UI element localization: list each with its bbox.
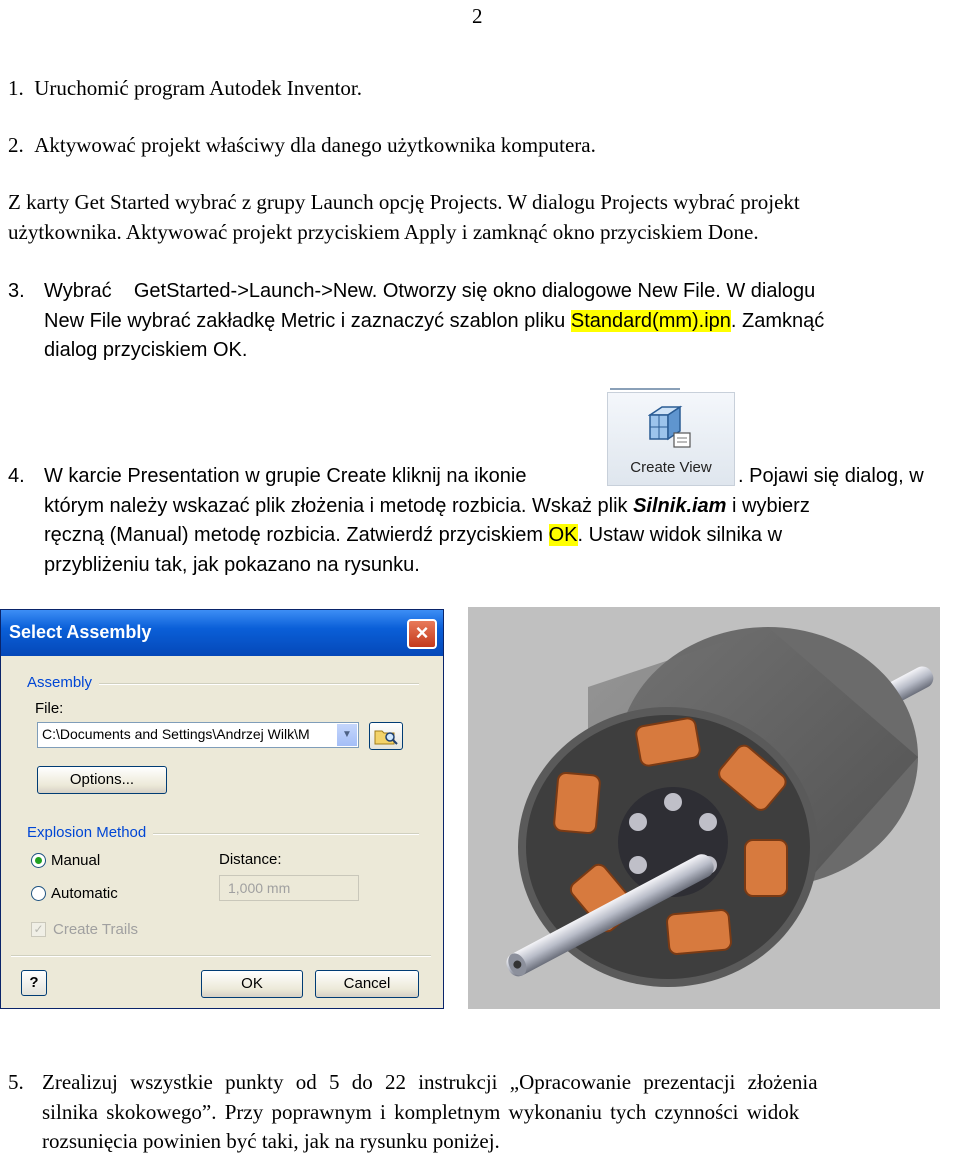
ribbon-divider (610, 388, 680, 390)
manual-radio[interactable] (31, 853, 46, 868)
help-icon[interactable]: ? (21, 970, 47, 996)
create-view-button[interactable] (607, 392, 735, 486)
manual-label: Manual (51, 852, 101, 869)
step-1: 1. Uruchomić program Autodek Inventor. (8, 76, 363, 100)
options-button[interactable]: Options... (37, 766, 167, 794)
file-label: File: (35, 700, 64, 717)
step-4-text-3: ręczną (Manual) metodę rozbicia. Zatwierdź przyciskiem (44, 524, 549, 546)
paragraph-line-1: Z karty Get Started wybrać z grupy Launch opcję Projects. W dialogu Projects wybrać projekt (8, 190, 800, 214)
assembly-group-label: Assembly (27, 674, 93, 691)
close-icon[interactable]: × (407, 619, 437, 649)
page-number: 2 (472, 4, 483, 28)
dialog-title: Select Assembly (9, 622, 152, 642)
ok-button[interactable]: OK (201, 970, 303, 998)
step-3-line-3: dialog przyciskiem OK. (44, 339, 248, 361)
step-4-line-2 (44, 494, 810, 518)
step-4-line-4: przybliżeniu tak, jak pokazano na rysunku. (44, 554, 420, 576)
explosion-group-label: Explosion Method (27, 824, 147, 841)
step-3-text: New File wybrać zakładkę Metric i zaznaczyć szablon pliku (44, 310, 571, 332)
browse-button[interactable] (369, 722, 403, 750)
footer-divider (11, 955, 431, 957)
create-trails-checkbox[interactable]: ✓ (31, 922, 46, 937)
cancel-button[interactable]: Cancel (315, 970, 419, 998)
step-4-number: 4. (8, 465, 25, 487)
step-4-text-end: i wybierz (726, 495, 810, 517)
distance-input[interactable] (219, 875, 359, 901)
template-name-highlight: Standard(mm).ipn (570, 310, 731, 332)
chevron-down-icon[interactable]: ▼ (337, 724, 357, 746)
file-path-value: C:\Documents and Settings\Andrzej Wilk\M (42, 726, 310, 742)
step-2: 2. Aktywować projekt właściwy dla danego użytkownika komputera. (8, 133, 596, 157)
create-view-label: Create View (630, 459, 712, 476)
step-4-line-1b: . Pojawi się dialog, w (738, 465, 924, 487)
motor-illustration (468, 607, 940, 1009)
automatic-label: Automatic (51, 885, 118, 902)
explosion-divider (153, 833, 419, 835)
step-4-line-1a: W karcie Presentation w grupie Create kliknij na ikonie (44, 465, 527, 487)
folder-search-icon (370, 723, 402, 749)
step-5-line-3: rozsunięcia powinien być taki, jak na rysunku poniżej. (42, 1129, 500, 1153)
step-4-text-3-end: . Ustaw widok silnika w (577, 524, 783, 546)
automatic-radio[interactable] (31, 886, 46, 901)
paragraph-line-2: użytkownika. Aktywować projekt przyciskiem Apply i zamknąć okno przyciskiem Done. (8, 220, 759, 244)
create-trails-label: Create Trails (53, 921, 139, 938)
distance-value: 1,000 mm (228, 880, 291, 896)
ok-highlight: OK (548, 524, 578, 546)
step-5-number: 5. (8, 1070, 24, 1094)
dialog-titlebar[interactable] (1, 610, 443, 656)
distance-label: Distance: (219, 851, 282, 868)
step-4-text: którym należy wskazać plik złożenia i metodę rozbicia. Wskaż plik (44, 495, 634, 517)
assembly-divider (99, 683, 419, 685)
stepper-motor-image (468, 607, 940, 1009)
select-assembly-dialog (0, 609, 444, 1009)
step-3-line-2 (44, 309, 824, 333)
step-3-line-1: Wybrać GetStarted->Launch->New. Otworzy się okno dialogowe New File. W dialogu (44, 280, 816, 302)
step-5-line-1: Zrealizuj wszystkie punkty od 5 do 22 instrukcji „Opracowanie prezentacji złożenia (42, 1070, 818, 1094)
step-5-line-2: silnika skokowego”. Przy poprawnym i kompletnym wykonaniu tych czynności widok (42, 1100, 800, 1124)
create-view-cube-icon (648, 403, 694, 453)
file-name-bold: Silnik.iam (633, 495, 727, 517)
step-3-text-end: . Zamknąć (730, 310, 825, 332)
step-4-line-3 (44, 523, 782, 547)
file-combo[interactable] (37, 722, 359, 748)
step-3-number: 3. (8, 280, 25, 302)
